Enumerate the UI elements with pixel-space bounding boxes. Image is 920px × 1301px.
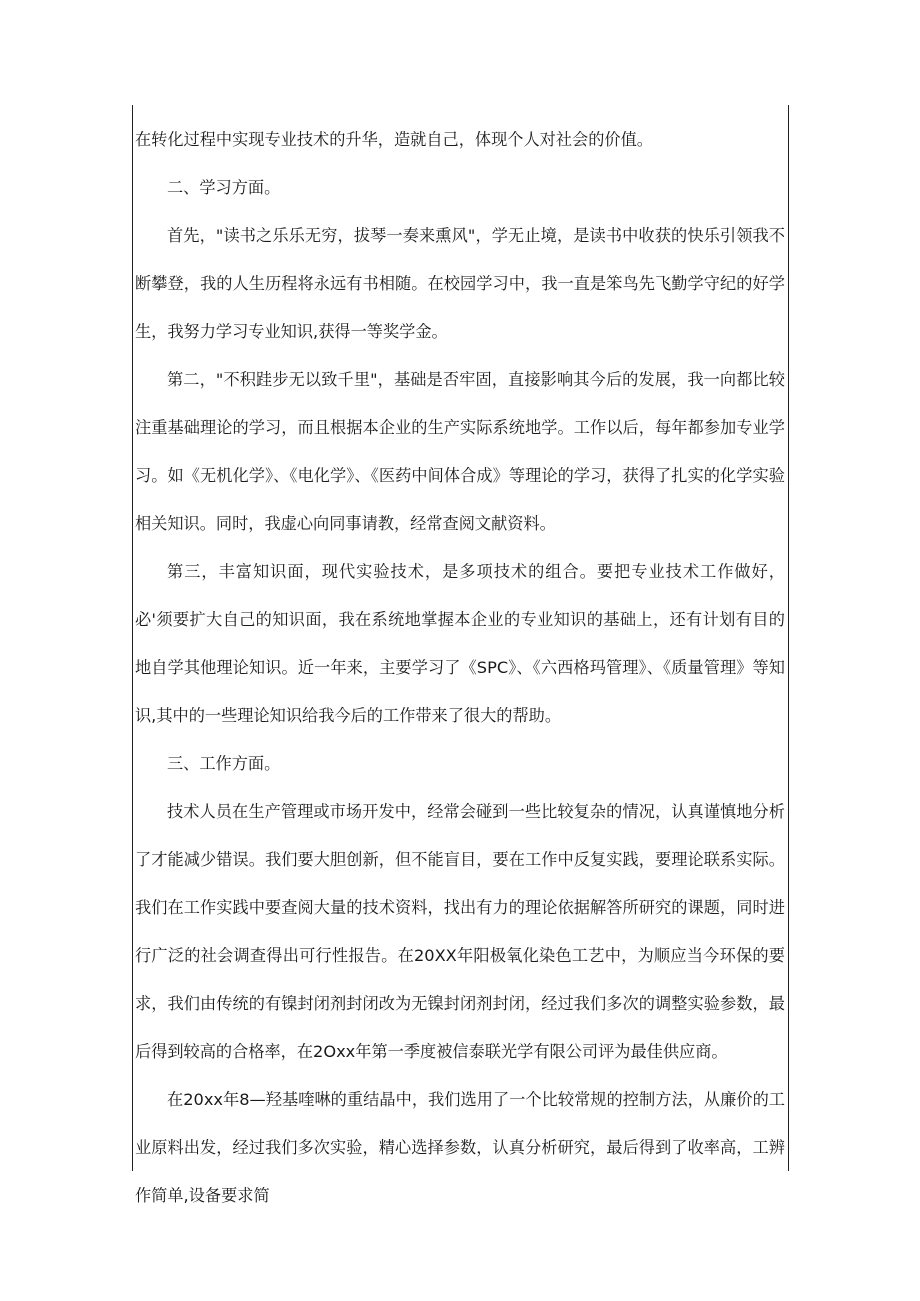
section-heading-work: 三、工作方面。 xyxy=(167,754,281,773)
paragraph-second: 第二，"不积跬步无以致千里"，基础是否牢固，直接影响其今后的发展，我一向都比较注重基础理论的学习，而且根据本企业的生产实际系统地学。工作以后，每年都参加专业学习。如《无机化学》、《电化学》、《医药中间体合成》等理论的学习，获得了扎实的化学实验相关知识。同时，我虚心向同事请教，经常查阅文献资料。 xyxy=(135,370,785,533)
right-border-line xyxy=(788,105,789,1171)
paragraph-work-practice: 技术人员在生产管理或市场开发中，经常会碰到一些比较复杂的情况，认真谨慎地分析了才能减少错误。我们要大胆创新，但不能盲目，要在工作中反复实践，要理论联系实际。我们在工作实践中要查阅大量的技术资料，找出有力的理论依据解答所研究的课题，同时进行广泛的社会调查得出可行性报告。在20XX年阳极氧化染色工艺中，为顺应当今环保的要求，我们由传统的有镍封闭剂封闭改为无镍封闭剂封闭，经过我们多次的调整实验参数，最后得到较高的合格率，在2Oxx年第一季度被信泰联光学有限公司评为最佳供应商。 xyxy=(135,802,785,1061)
paragraph-recrystallization: 在20xx年8—羟基喹啉的重结晶中，我们选用了一个比较常规的控制方法，从廉价的工业原料出发，经过我们多次实验，精心选择参数，认真分析研究，最后得到了收率高，工辨作简单,设备要求简 xyxy=(135,1090,785,1205)
paragraph-third: 第三，丰富知识面，现代实验技术，是多项技术的组合。要把专业技术工作做好，必'须要扩大自己的知识面，我在系统地掌握本企业的专业知识的基础上，还有计划有目的地自学其他理论知识。近一年来，主要学习了《SPC》、《六西格玛管理》、《质量管理》等知识,其中的一些理论知识给我今后的工作带来了很大的帮助。 xyxy=(135,562,785,725)
paragraph-continuation: 在转化过程中实现专业技术的升华，造就自己，体现个人对社会的价值。 xyxy=(135,130,653,149)
document-body xyxy=(135,116,785,1220)
paragraph-first: 首先，"读书之乐乐无穷，拔琴一奏来熏风"，学无止境，是读书中收获的快乐引领我不断攀登，我的人生历程将永远有书相随。在校园学习中，我一直是笨鸟先飞勤学守纪的好学生，我努力学习专业知识,获得一等奖学金。 xyxy=(135,226,785,341)
section-heading-study: 二、学习方面。 xyxy=(167,178,281,197)
left-border-line xyxy=(132,105,133,1171)
